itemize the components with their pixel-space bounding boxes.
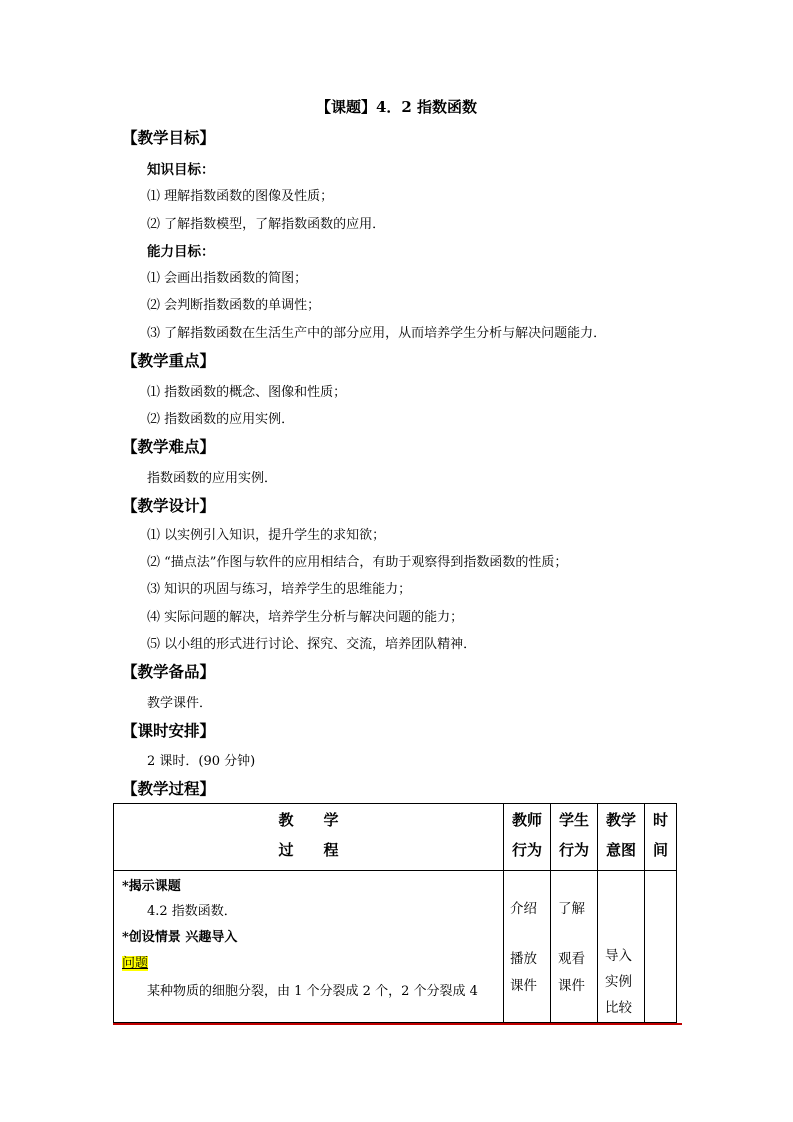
- page-title: 【课题】4．2 指数函数: [315, 98, 478, 116]
- schedule-header: 【课时安排】: [122, 721, 216, 740]
- teacher-action: 课件: [510, 978, 537, 994]
- design-item: ⑵ “描点法”作图与软件的应用相结合，有助于观察得到指数函数的性质；: [147, 555, 568, 570]
- scenario-title: *创设情景 兴趣导入: [122, 930, 238, 945]
- design-item: ⑶ 知识的巩固与练习，培养学生的思维能力；: [147, 582, 412, 597]
- difficulty-header: 【教学难点】: [122, 437, 216, 456]
- difficulty-text: 指数函数的应用实例．: [147, 471, 278, 486]
- intent-header-line: 教学: [605, 811, 636, 829]
- process-body-cell: [114, 871, 504, 1023]
- knowledge-goal-item: ⑴ 理解指数函数的图像及性质；: [147, 189, 334, 204]
- materials-header: 【教学备品】: [122, 662, 216, 681]
- process-header-bottom: 过 程: [278, 841, 339, 859]
- student-action: 了解: [558, 901, 585, 917]
- student-body-cell: [551, 871, 598, 1023]
- process-header-cell: [114, 804, 504, 871]
- key-point-item: ⑴ 指数函数的概念、图像和性质；: [147, 385, 347, 400]
- table-row: [114, 871, 677, 1023]
- materials-text: 教学课件．: [147, 696, 213, 711]
- time-header-line: 间: [652, 841, 668, 859]
- teacher-action: 介绍: [510, 901, 537, 917]
- student-action: 观看: [558, 951, 585, 967]
- time-header-line: 时: [652, 811, 668, 829]
- ability-goal-item: ⑴ 会画出指数函数的简图；: [147, 271, 308, 286]
- key-point-item: ⑵ 指数函数的应用实例．: [147, 412, 295, 427]
- reveal-topic-text: 4.2 指数函数．: [147, 904, 237, 919]
- key-points-header: 【教学重点】: [122, 351, 216, 370]
- process-table: [113, 803, 677, 1023]
- student-header-line: 行为: [558, 841, 589, 859]
- intent-text: 导入: [605, 948, 632, 964]
- table-header-row: [114, 804, 677, 871]
- problem-label: [122, 952, 148, 971]
- student-header-cell: [551, 804, 598, 871]
- teacher-body-cell: [504, 871, 551, 1023]
- time-header-cell: [645, 804, 677, 871]
- intent-header-line: 意图: [605, 841, 636, 859]
- schedule-text: 2 课时．(90 分钟): [147, 754, 256, 769]
- design-item: ⑷ 实际问题的解决，培养学生分析与解决问题的能力；: [147, 610, 464, 625]
- process-header-top: 教 学: [278, 811, 339, 829]
- reveal-topic-title: *揭示课题: [122, 879, 181, 894]
- intent-text: 实例: [605, 974, 632, 990]
- table-bottom-divider: [113, 1023, 682, 1025]
- design-header: 【教学设计】: [122, 496, 216, 515]
- teacher-header-cell: [504, 804, 551, 871]
- teacher-action: 播放: [510, 951, 537, 967]
- teacher-header-line: 行为: [511, 841, 542, 859]
- knowledge-goal-label: 知识目标：: [147, 162, 215, 178]
- teacher-header-line: 教师: [511, 811, 542, 829]
- design-item: ⑸ 以小组的形式进行讨论、探究、交流，培养团队精神．: [147, 637, 477, 652]
- student-action: 课件: [558, 978, 585, 994]
- time-body-cell: [645, 871, 677, 1023]
- ability-goal-label: 能力目标：: [147, 244, 215, 260]
- knowledge-goal-item: ⑵ 了解指数模型，了解指数函数的应用．: [147, 217, 386, 232]
- intent-body-cell: [598, 871, 645, 1023]
- process-header: 【教学过程】: [122, 779, 216, 798]
- goals-header: 【教学目标】: [122, 128, 216, 147]
- ability-goal-item: ⑶ 了解指数函数在生活生产中的部分应用，从而培养学生分析与解决问题能力．: [147, 326, 607, 341]
- problem-label-text: 问题: [122, 956, 149, 971]
- intent-header-cell: [598, 804, 645, 871]
- student-header-line: 学生: [558, 811, 589, 829]
- design-item: ⑴ 以实例引入知识，提升学生的求知欲；: [147, 528, 386, 543]
- intent-text: 比较: [605, 1000, 632, 1016]
- problem-text: 某种物质的细胞分裂，由 1 个分裂成 2 个，2 个分裂成 4: [147, 984, 478, 999]
- ability-goal-item: ⑵ 会判断指数函数的单调性；: [147, 298, 321, 313]
